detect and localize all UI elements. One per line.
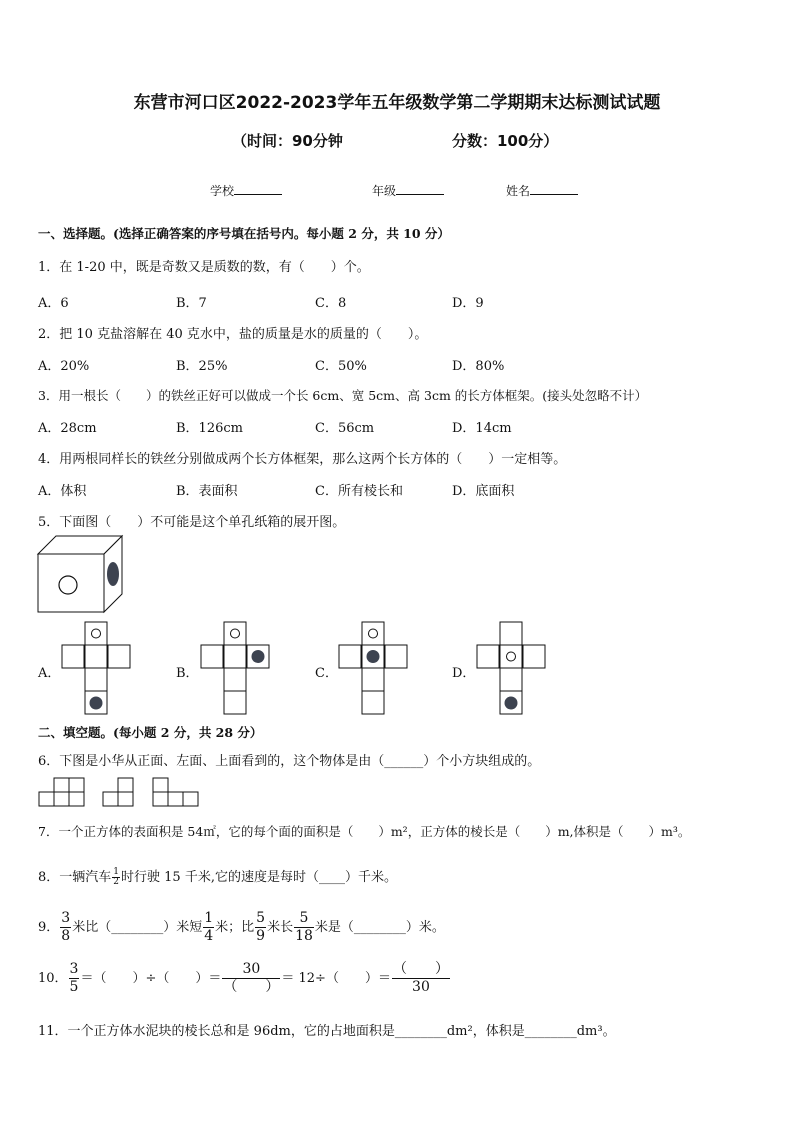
- question-text: 3．用一根长（ ）的铁丝正好可以做成一个长 6cm、宽 5cm、高 3cm 的长方体框架。(接头处忽略不计）: [38, 388, 648, 403]
- question-text: 4．用两根同样长的铁丝分别做成两个长方体框架，那么这两个长方体的（ ）一定相等。: [38, 452, 567, 467]
- option-c: C．50%: [315, 359, 367, 374]
- option-a: A．20%: [38, 359, 90, 374]
- option-c: C．所有棱长和: [315, 484, 403, 499]
- top-view-figure: [152, 777, 200, 807]
- net-d: [476, 621, 548, 715]
- question-text: 2．把 10 克盐溶解在 40 克水中，盐的质量是水的质量的（ ）。: [38, 327, 428, 342]
- question-9: 9． $\frac{3}{8}$ 米比（________）米短 $\frac{1}{4}$ 米；比 $\frac{5}{9}$ 米长 $\frac{5}{18}$ 米是（________）米。: [38, 910, 445, 944]
- grade-field: 年级: [372, 182, 444, 199]
- net-a: [61, 621, 133, 715]
- net-option-b-label: B．: [176, 666, 199, 681]
- section-heading: 一、选择题。(选择正确答案的序号填在括号内。每小题 2 分，共 10 分）: [38, 226, 450, 241]
- front-view-figure: [38, 777, 86, 807]
- page-title: 东营市河口区2022-2023学年五年级数学第二学期期末达标测试试题: [133, 93, 661, 113]
- option-c: C．56cm: [315, 421, 375, 436]
- option-b: B．表面积: [176, 484, 238, 499]
- option-d: D．14cm: [452, 421, 512, 436]
- score-label: 分数：100分）: [452, 132, 559, 150]
- section-heading: 二、填空题。(每小题 2 分，共 28 分）: [38, 725, 263, 740]
- option-d: D．80%: [452, 359, 505, 374]
- option-b: B．126cm: [176, 421, 243, 436]
- question-text: 6．下图是小华从正面、左面、上面看到的，这个物体是由（______）个小方块组成的。: [38, 754, 541, 769]
- option-d: D．9: [452, 296, 484, 311]
- net-option-a-label: A．: [38, 666, 61, 681]
- question-text: 7．一个正方体的表面积是 54㎡，它的每个面的面积是（ ）m²，正方体的棱长是（ ）m,体积是（ ）m³。: [38, 824, 691, 839]
- question-8: 8．一辆汽车 $\frac{1}{2}$ 时行驶 15 千米,它的速度是每时（____）千米。: [38, 867, 397, 887]
- left-view-figure: [102, 777, 136, 807]
- net-option-d-label: D．: [452, 666, 476, 681]
- box-figure: [36, 534, 126, 616]
- option-d: D．底面积: [452, 484, 515, 499]
- net-option-c-label: C．: [315, 666, 338, 681]
- option-b: B．7: [176, 296, 207, 311]
- time-label: （时间：90分钟: [232, 132, 343, 150]
- question-text: 5．下面图（ ）不可能是这个单孔纸箱的展开图。: [38, 515, 346, 530]
- option-a: A．6: [38, 296, 69, 311]
- option-a: A．体积: [38, 484, 87, 499]
- question-text: 1．在 1-20 中，既是奇数又是质数的数，有（ ）个。: [38, 260, 370, 275]
- school-field: 学校: [210, 182, 282, 199]
- option-c: C．8: [315, 296, 347, 311]
- option-a: A．28cm: [38, 421, 97, 436]
- name-field: 姓名: [506, 182, 578, 199]
- net-c: [338, 621, 410, 715]
- net-b: [200, 621, 272, 715]
- option-b: B．25%: [176, 359, 228, 374]
- question-text: 11．一个正方体水泥块的棱长总和是 96dm，它的占地面积是________dm²，体积是________dm³。: [38, 1024, 616, 1039]
- question-10: 10． $\frac{3}{5}$ ＝（ ）÷（ ）＝ $\frac{30}{( )}$ ＝ 12÷（ ）＝ $\frac{( )}{30}$: [38, 961, 449, 995]
